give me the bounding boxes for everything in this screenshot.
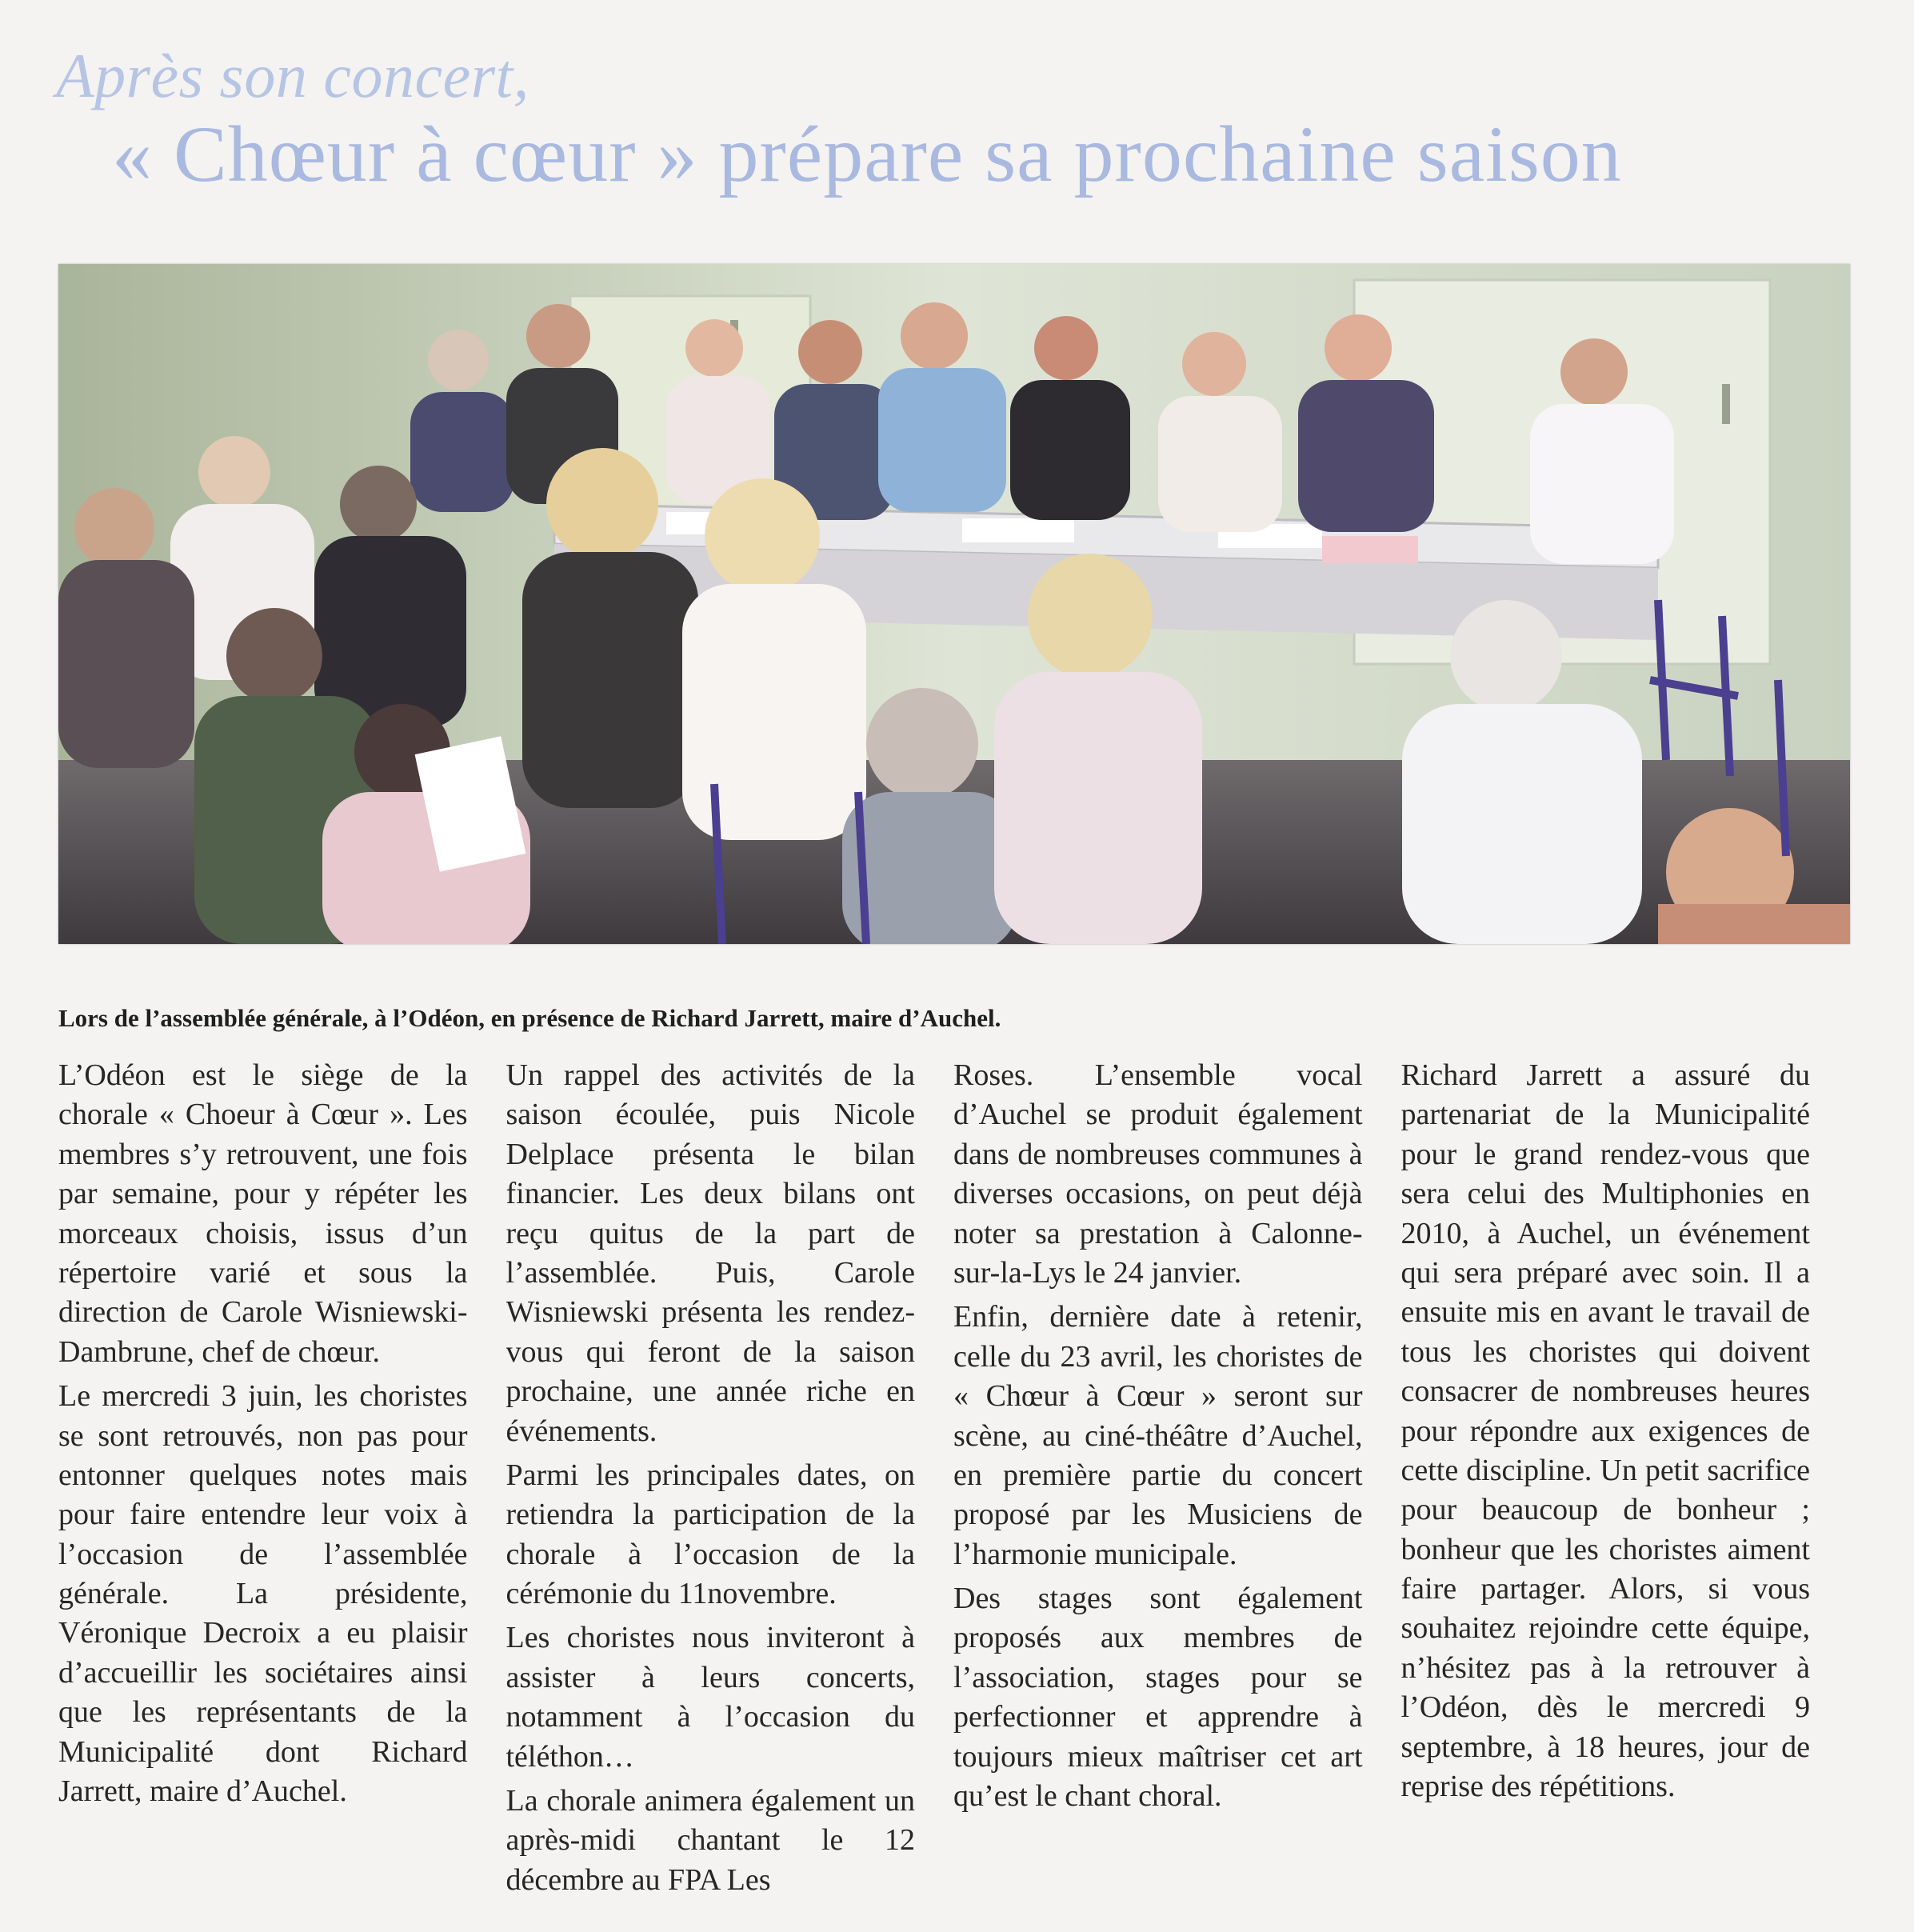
- paragraph: Des stages sont également proposés aux membres de l’association, stages pour se perfectionner et apprendre à toujours mieux maîtriser cet art qu’est le chant choral.: [953, 1582, 1363, 1814]
- meeting-photo-illustration: [58, 264, 1850, 944]
- paper-sheet: [962, 518, 1074, 542]
- paragraph: Enfin, dernière date à retenir, celle du 23 avril, les choristes de « Chœur à Cœur » seront sur scène, au ciné-théâtre d’Auchel, en première partie du concert proposé par les Musiciens de l’harmonie municipale.: [953, 1300, 1363, 1571]
- article-column-1: [58, 1056, 468, 1920]
- paragraph: Richard Jarrett a assuré du partenariat de la Municipalité pour le grand rendez-vous que sera celui des Multiphonies en 2010, à Auchel, un événement qui sera préparé avec soin. Il a ensuite mis en avant le travail de tous les choristes qui doivent consacrer de nombreuses heures pour répondre aux exigences de cette discipline. Un petit sacrifice pour beaucoup de bonheur ; bonheur que les choristes aiment faire partager. Alors, si vous souhaitez rejoindre cette équipe, n’hésitez pas à la retrouver à l’Odéon, dès le mercredi 9 septembre, à 18 heures, jour de reprise des répétitions.: [1401, 1058, 1810, 1804]
- meeting-photo: [58, 264, 1850, 944]
- paragraph: Un rappel des activités de la saison écoulée, puis Nicole Delplace présenta le bilan financier. Les deux bilans ont reçu quitus de la part de l’assemblée. Puis, Carole Wisniewski présenta les rendez-vous qui feront de la saison prochaine, une année riche en événements.: [505, 1058, 915, 1448]
- paragraph: La chorale animera également un après-midi chantant le 12 décembre au FPA Les: [505, 1784, 915, 1897]
- article-column-3: [953, 1056, 1363, 1920]
- article-headline: « Chœur à cœur » prépare sa prochaine saison: [112, 110, 1622, 198]
- paper-sheet-pink: [1322, 536, 1418, 563]
- paragraph: L’Odéon est le siège de la chorale « Choeur à Cœur ». Les membres s’y retrouvent, une fois par semaine, pour y répéter les morceaux choisis, issus d’un répertoire varié et sous la direction de Carole Wisniewski-Dambrune, chef de chœur.: [58, 1058, 468, 1369]
- paragraph: Parmi les principales dates, on retiendra la participation de la chorale à l’occasion de la cérémonie du 11novembre.: [505, 1458, 915, 1611]
- article-column-4: [1401, 1056, 1811, 1920]
- paragraph: Roses. L’ensemble vocal d’Auchel se produit également dans de nombreuses communes à diverses occasions, on peut déjà noter sa prestation à Calonne-sur-la-Lys le 24 janvier.: [953, 1058, 1363, 1290]
- article-column-2: [506, 1056, 916, 1920]
- paragraph: Les choristes nous inviteront à assister à leurs concerts, notamment à l’occasion du téléthon…: [505, 1621, 915, 1774]
- door-handle: [1722, 384, 1730, 424]
- photo-caption: Lors de l’assemblée générale, à l’Odéon, en présence de Richard Jarrett, maire d’Auchel.: [58, 1004, 1001, 1032]
- article-body: [58, 1056, 1810, 1920]
- paragraph: Le mercredi 3 juin, les choristes se sont retrouvés, non pas pour entonner quelques notes mais pour faire entendre leur voix à l’occasion de l’assemblée générale. La présidente, Véronique Decroix a eu plaisir d’accueillir les sociétaires ainsi que les représentants de la Municipalité dont Richard Jarrett, maire d’Auchel.: [58, 1379, 468, 1809]
- article-kicker: Après son concert,: [56, 41, 529, 110]
